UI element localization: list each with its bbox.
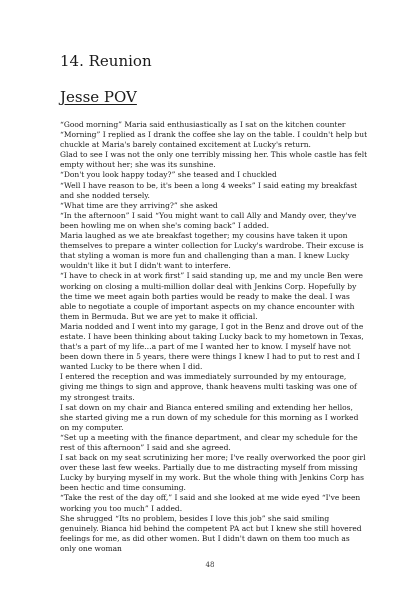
paragraph: I entered the reception and was immediately surrounded by my entourage, giving me things to sign and approve, thank heavens multi tasking was one of my strongest traits. xyxy=(60,372,357,402)
paragraph: “Good morning” Maria said enthusiastically as I sat on the kitchen counter xyxy=(60,120,346,129)
page-number: 48 xyxy=(205,561,215,569)
paragraph: Maria nodded and I went into my garage, I got in the Benz and drove out of the estate. I have been thinking about taking Lucky back to my hometown in Texas, that's a part of my life…a part of me I wanted her to know. I myself have not been down there in 5 years, there were things I knew I had to put to rest and I wanted Lucky to be there when I did. xyxy=(60,321,364,372)
paragraph: “Take the rest of the day off,” I said and she looked at me wide eyed “I've been working you too much” I added. xyxy=(60,493,361,513)
paragraph: “What time are they arriving?” she asked xyxy=(60,200,218,210)
pov-heading: Jesse POV xyxy=(60,88,137,106)
paragraph: I sat down on my chair and Bianca entered smiling and extending her hellos, she started giving me a run down of my schedule for this morning as I worked on my computer. xyxy=(60,402,359,432)
paragraph: “Set up a meeting with the finance department, and clear my schedule for the rest of this afternoon” I said and she agreed. xyxy=(60,432,358,452)
paragraph: Maria laughed as we ate breakfast together; my cousins have taken it upon themselves to prepare a winter collection for Lucky's wardrobe. Their excuse is that styling a woman is more fun and challenging than a man. I knew Lucky wouldn't like it but I didn't want to interfere. xyxy=(60,231,364,271)
paragraph: “I have to check in at work first” I said standing up, me and my uncle Ben were working on closing a multi-million dollar deal with Jenkins Corp. Hopefully by the time we meet again both parties would be ready to make the deal. I was able to negotiate a couple of important aspects on my chance encounter with them in Bermuda. But we are yet to make it official. xyxy=(60,271,363,321)
paragraph: I sat back on my seat scrutinizing her more; I've really overworked the poor girl over these last few weeks. Partially due to me distracting myself from missing Lucky by burying myself in my work. But the whole thing with Jenkins Corp has been hectic and time consuming. xyxy=(60,453,366,493)
paragraph: She shrugged “Its no problem, besides I love this job” she said smiling genuinely. Bianca hid behind the competent PA act but I knew she still hovered feelings for me, as did other women. But I didn't dawn on them too much as only one woman xyxy=(60,513,362,553)
body-text xyxy=(60,120,368,554)
paragraph: Glad to see I was not the only one terribly missing her. This whole castle has felt empty without her; she was its sunshine. xyxy=(60,150,368,170)
document-page xyxy=(60,52,368,554)
paragraph: “In the afternoon” I said “You might want to call Ally and Mandy over, they've been howling me on when she's coming back” I added. xyxy=(60,210,357,230)
paragraph: “Well I have reason to be, it's been a long 4 weeks” I said eating my breakfast and she nodded tersely. xyxy=(60,180,358,200)
paragraph: “Morning” I replied as I drank the coffee she lay on the table. I couldn't help but chuckle at Maria's barely contained excitement at Lucky's return. xyxy=(60,130,368,150)
chapter-title: 14. Reunion xyxy=(60,52,152,70)
paragraph: “Don't you look happy today?” she teased and I chuckled xyxy=(60,170,277,180)
